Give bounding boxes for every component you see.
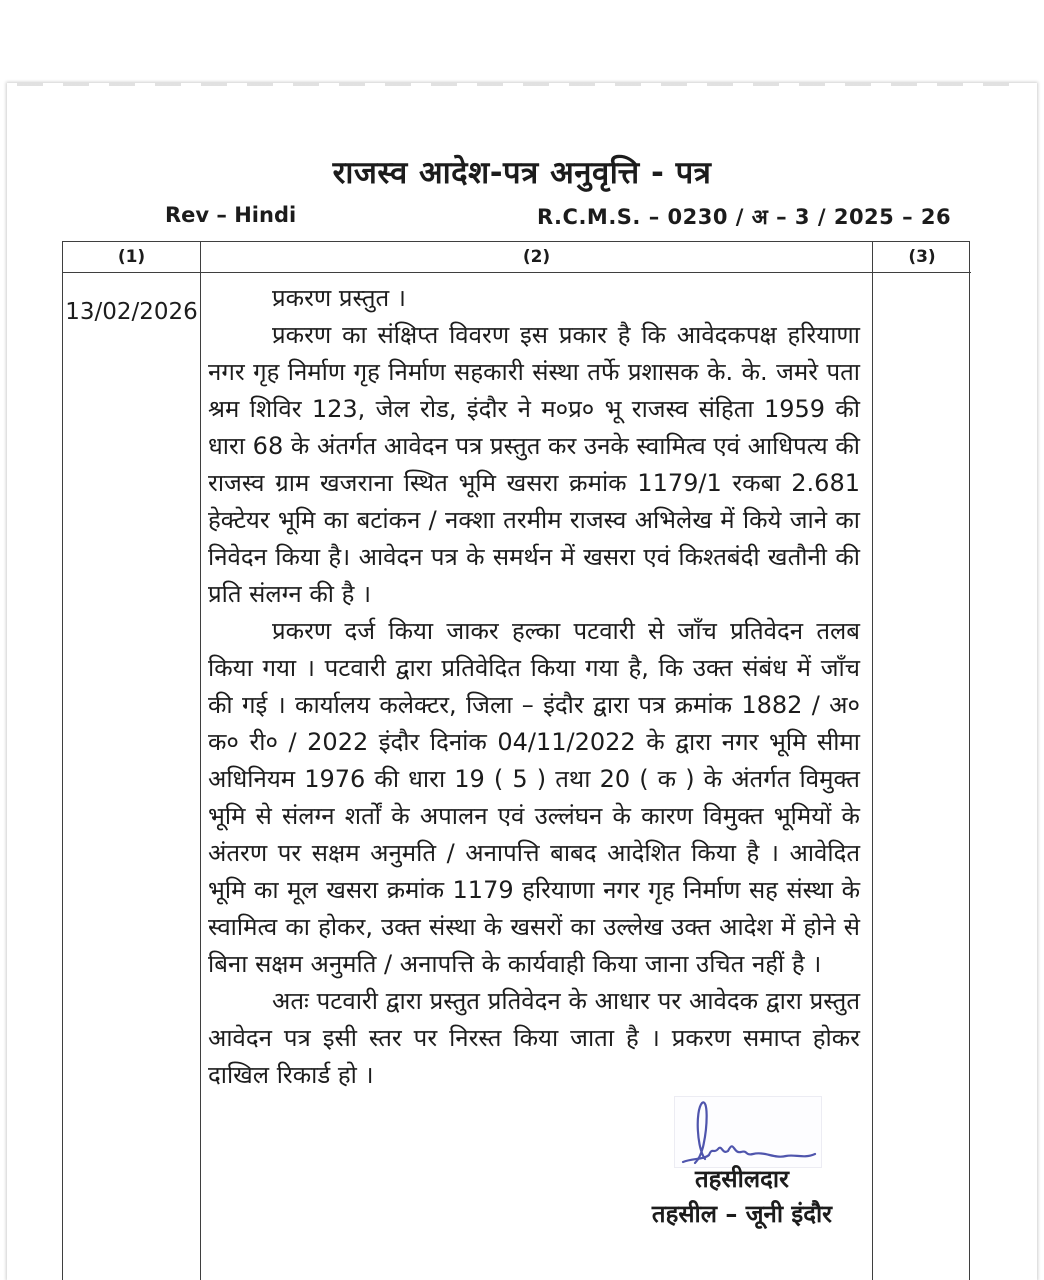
remarks-cell-empty [873,273,971,1280]
order-paragraph: प्रकरण का संक्षिप्त विवरण इस प्रकार है कि आवेदकपक्ष हरियाणा नगर गृह निर्माण गृह निर्माण सहकारी संस्था तर्फे प्रशासक के. के. जमरे पता श्रम शिविर 123, जेल रोड, इंदौर ने म०प्र० भू राजस्व संहिता 1959 की धारा 68 के अंतर्गत आवेदन पत्र प्रस्तुत कर उनके स्वामित्व एवं आधिपत्य की राजस्व ग्राम खजराना स्थित भूमि खसरा क्रमांक 1179/1 रकबा 2.681 हेक्टेयर भूमि का बटांकन / नक्शा तरमीम राजस्व अभिलेख में किये जाने का निवेदन किया है। आवेदन पत्र के समर्थन में खसरा एवं किश्तबंदी खतौनी की प्रति संलग्न की है । [208,321,860,608]
order-paragraph: प्रकरण दर्ज किया जाकर हल्का पटवारी से जाँच प्रतिवेदन तलब किया गया । पटवारी द्वारा प्रतिवेदित किया गया है, कि उक्त संबंध में जाँच की गई । कार्यालय कलेक्टर, जिला – इंदौर द्वारा पत्र क्रमांक 1882 / अ० क० री० / 2022 इंदौर दिनांक 04/11/2022 के द्वारा नगर भूमि सीमा अधिनियम 1976 की धारा 19 ( 5 ) तथा 20 ( क ) के अंतर्गत विमुक्त भूमि से संलग्न शर्तों के अपालन एवं उल्लंघन के कारण विमुक्त भूमियों के अंतरण पर सक्षम अनुमति / अनापत्ति बाबद आदेशित किया है । आवेदित भूमि का मूल खसरा क्रमांक 1179 हरियाणा नगर गृह निर्माण सह संस्था के स्वामित्व का होकर, उक्त संस्था के खसरों का उल्लेख उक्त आदेश में होने से बिना सक्षम अनुमति / अनापत्ति के कार्यवाही किया जाना उचित नहीं है । [208,617,860,978]
order-paragraph: प्रकरण प्रस्तुत । [272,284,406,312]
table-header-col3: (3) [873,242,971,273]
order-paragraph: अतः पटवारी द्वारा प्रस्तुत प्रतिवेदन के आधार पर आवेदक द्वारा प्रस्तुत आवेदन पत्र इसी स्तर पर निरस्त किया जाता है । प्रकरण समाप्त होकर दाखिल रिकार्ड हो । [208,987,860,1089]
table-header-col1: (1) [63,242,201,273]
case-number: R.C.M.S. – 0230 / अ – 3 / 2025 – 26 [537,205,952,229]
signature-icon [674,1096,822,1168]
table-header-col2: (2) [201,242,873,273]
document-meta-row [7,203,1037,233]
document-title: राजस्व आदेश-पत्र अनुवृत्ति - पत्र [332,155,712,191]
document-page [7,83,1037,1280]
order-text-cell [201,273,873,1280]
order-table [62,241,970,1280]
signatory-designation: तहसीलदार [694,1165,789,1193]
order-date-cell: 13/02/2026 [63,273,201,1280]
signatory-office: तहसील – जूनी इंदौर [651,1200,832,1228]
language-label: Rev – Hindi [165,203,297,227]
signature-block [652,1096,832,1232]
